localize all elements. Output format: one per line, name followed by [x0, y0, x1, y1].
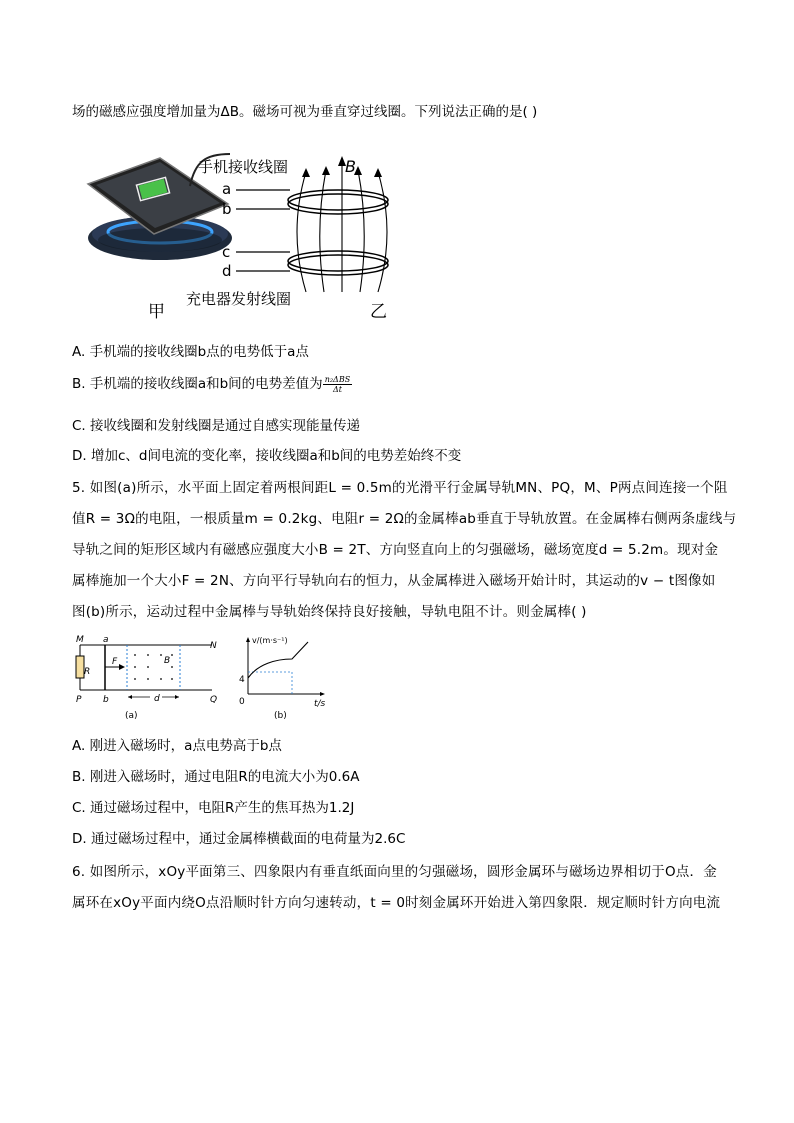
fig-b-vt-curve	[248, 642, 308, 678]
q4-option-a: A. 手机端的接收线圈b点的电势低于a点	[72, 344, 309, 360]
label-c: c	[222, 243, 231, 261]
q4-option-b-fraction	[323, 375, 353, 394]
q4-option-c: C. 接收线圈和发射线圈是通过自感实现能量传递	[72, 418, 361, 434]
q5-option-c: C. 通过磁场过程中，电阻R产生的焦耳热为1.2J	[72, 800, 355, 816]
fig-a-label-N: N	[210, 641, 217, 651]
fig-a-label-M: M	[76, 635, 84, 645]
q5-stem-line5: 图(b)所示，运动过程中金属棒与导轨始终保持良好接触，导轨电阻不计。则金属棒( )	[72, 604, 587, 620]
q5-stem-line1: 5. 如图(a)所示，水平面上固定着两根间距L = 0.5m的光滑平行金属导轨MN、PQ，M、P两点间连接一个阻	[72, 480, 728, 496]
fig-a-label-b: b	[103, 695, 109, 705]
fraction-numerator: n₂ΔBS	[324, 374, 351, 384]
q5-stem-line4: 属棒施加一个大小F = 2N、方向平行导轨向右的恒力，从金属棒进入磁场开始计时，其运动的v − t图像如	[72, 573, 716, 589]
label-jia: 甲	[148, 302, 165, 322]
label-receive-coil: 手机接收线圈	[198, 158, 289, 176]
fraction-denominator: Δt	[332, 384, 342, 394]
fig-a-label-P: P	[76, 695, 82, 705]
q6-stem-line2: 属环在xOy平面内绕O点沿顺时针方向匀速转动，t = 0时刻金属环开始进入第四象限．规定顺时针方向电流	[72, 895, 721, 911]
label-d: d	[222, 262, 232, 280]
fig-b-ylabel: v/(m·s⁻¹)	[252, 636, 288, 645]
fig-b-origin: 0	[239, 697, 245, 707]
label-a: a	[222, 180, 232, 198]
q5-stem-line3: 导轨之间的矩形区域内有磁感应强度大小B = 2T、方向竖直向上的匀强磁场，磁场宽度d = 5.2m。现对金	[72, 542, 719, 558]
q6-stem-line1: 6. 如图所示，xOy平面第三、四象限内有垂直纸面向里的匀强磁场，圆形金属环与磁场边界相切于O点．金	[72, 864, 717, 880]
fig-a-label-Q: Q	[210, 695, 218, 705]
fig-a-label-R: R	[84, 667, 91, 677]
q5-figure-a	[72, 632, 232, 724]
label-yi: 乙	[370, 302, 387, 322]
label-transmit-coil: 充电器发射线圈	[186, 290, 292, 308]
q5-option-d: D. 通过磁场过程中，通过金属棒横截面的电荷量为2.6C	[72, 831, 406, 847]
label-B-field: B	[345, 157, 356, 176]
fig-a-label-B: B	[164, 656, 171, 666]
fig-b-caption: (b)	[274, 711, 287, 721]
q5-option-b: B. 刚进入磁场时，通过电阻R的电流大小为0.6A	[72, 769, 360, 785]
fig-a-rails	[80, 645, 212, 690]
fig-a-label-F: F	[112, 657, 118, 667]
fig-b-y-tick-4: 4	[239, 675, 245, 685]
fig-a-resistor	[76, 656, 84, 678]
fig-a-label-d: d	[154, 694, 160, 704]
fig-a-label-a: a	[103, 635, 109, 645]
q4-option-d: D. 增加c、d间电流的变化率，接收线圈a和b间的电势差始终不变	[72, 448, 462, 464]
coils	[288, 190, 388, 275]
q5-option-a: A. 刚进入磁场时，a点电势高于b点	[72, 738, 282, 754]
q5-figure-b	[236, 632, 336, 724]
q5-stem-line2: 值R = 3Ω的电阻，一根质量m = 0.2kg、电阻r = 2Ω的金属棒ab垂直于导轨放置。在金属棒右侧两条虚线与	[72, 511, 737, 527]
q4-option-b-text: B. 手机端的接收线圈a和b间的电势差值为	[72, 376, 323, 392]
q4-option-b	[72, 374, 352, 394]
coil-lead-wires	[236, 190, 290, 271]
label-b: b	[222, 200, 232, 218]
q4-figure	[80, 142, 410, 327]
q4-stem-tail: 场的磁感应强度增加量为ΔB。磁场可视为垂直穿过线圈。下列说法正确的是( )	[72, 104, 538, 120]
fig-b-xlabel: t/s	[314, 699, 326, 709]
fig-a-caption: (a)	[125, 711, 138, 721]
